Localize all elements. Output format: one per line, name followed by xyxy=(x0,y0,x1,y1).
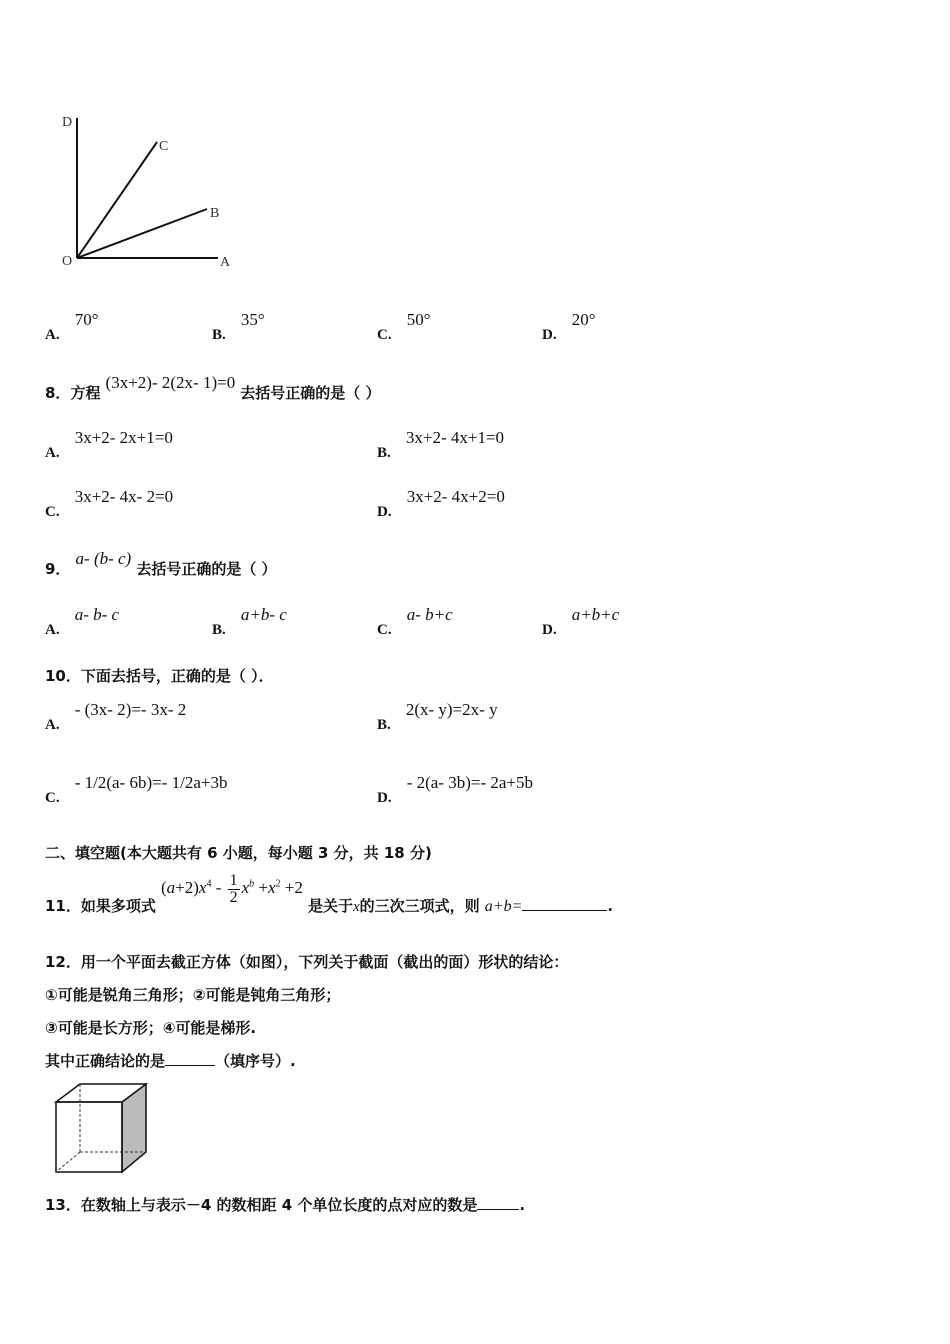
section-title: 二、填空题(本大题共有 6 小题，每小题 3 分，共 18 分) xyxy=(45,844,432,862)
answer-blank[interactable] xyxy=(477,1209,519,1210)
q7-option-b[interactable] xyxy=(212,310,265,343)
q7-option-c[interactable] xyxy=(377,310,431,343)
q8-option-b[interactable] xyxy=(377,428,505,461)
question-suffix: 的三次三项式，则 xyxy=(359,897,480,916)
option-value: - 2(a- 3b)=- 2a+5b xyxy=(406,773,534,792)
option-label: D. xyxy=(542,327,557,343)
question-number: 8． xyxy=(45,384,71,402)
option-label: B. xyxy=(377,445,391,461)
answer-blank[interactable] xyxy=(165,1065,215,1066)
question-13 xyxy=(45,1194,525,1215)
q7-option-a[interactable] xyxy=(45,310,99,343)
question-number: 9． xyxy=(45,560,71,578)
question-prefix: 13．在数轴上与表示－4 的数相距 4 个单位长度的点对应的数是 xyxy=(45,1196,478,1214)
option-value: 20° xyxy=(571,310,596,329)
question-middle: 是关于 xyxy=(307,897,353,916)
angle-figure xyxy=(55,108,245,273)
question-suffix: 去括号正确的是（ ） xyxy=(136,560,277,578)
option-value: - 1/2(a- 6b)=- 1/2a+3b xyxy=(74,773,228,792)
answer-expression: a+b= xyxy=(484,898,523,916)
variable: x xyxy=(353,899,360,916)
option-label: B. xyxy=(212,622,226,638)
question-prefix: 其中正确结论的是 xyxy=(45,1052,166,1070)
option-label: C. xyxy=(377,622,392,638)
q8-option-a[interactable] xyxy=(45,428,173,461)
option-value: 3x+2- 4x+1=0 xyxy=(405,428,505,447)
cube-front-face xyxy=(56,1102,122,1172)
option-label: B. xyxy=(377,717,391,733)
option-label: A. xyxy=(45,445,60,461)
q10-option-d[interactable] xyxy=(377,773,534,806)
question-expression: a- (b- c) xyxy=(75,549,132,568)
question-8 xyxy=(45,372,381,402)
option-label: C. xyxy=(377,327,392,343)
q8-option-c[interactable] xyxy=(45,487,174,520)
option-value: 3x+2- 4x+2=0 xyxy=(406,487,505,506)
q7-option-d[interactable] xyxy=(542,310,596,343)
question-prefix: 11．如果多项式 xyxy=(45,897,156,916)
option-value: a- b- c xyxy=(74,605,120,624)
cube-figure xyxy=(52,1082,152,1177)
question-10: 10．下面去括号，正确的是（ ）． xyxy=(45,667,274,685)
q10-option-a[interactable] xyxy=(45,700,187,733)
q8-option-d[interactable] xyxy=(377,487,505,520)
option-value: 50° xyxy=(406,310,431,329)
question-12-line3: ③可能是长方形；④可能是梯形. xyxy=(45,1019,257,1037)
cube-hidden-edge xyxy=(56,1152,80,1172)
ray-oc xyxy=(77,142,157,258)
option-value: - (3x- 2)=- 3x- 2 xyxy=(74,700,187,719)
option-label: A. xyxy=(45,327,60,343)
option-label: D. xyxy=(542,622,557,638)
q9-option-a[interactable] xyxy=(45,605,120,638)
q10-option-c[interactable] xyxy=(45,773,228,806)
q10-option-b[interactable] xyxy=(377,700,498,733)
q9-option-d[interactable] xyxy=(542,605,620,638)
option-label: D. xyxy=(377,790,392,806)
question-12-line1: 12．用一个平面去截正方体（如图），下列关于截面（截出的面）形状的结论： xyxy=(45,953,569,971)
question-9 xyxy=(45,548,277,578)
label-c: C xyxy=(159,139,169,154)
option-value: 3x+2- 4x- 2=0 xyxy=(74,487,174,506)
question-equation: (3x+2)- 2(2x- 1)=0 xyxy=(105,373,236,392)
option-label: C. xyxy=(45,790,60,806)
q9-option-b[interactable] xyxy=(212,605,287,638)
question-suffix: （填序号）. xyxy=(215,1052,296,1070)
answer-blank[interactable] xyxy=(522,910,607,911)
question-end: . xyxy=(607,897,614,916)
ray-ob xyxy=(77,209,207,258)
question-prefix: 方程 xyxy=(70,384,101,402)
option-label: A. xyxy=(45,717,60,733)
option-label: D. xyxy=(377,504,392,520)
option-value: 70° xyxy=(74,310,99,329)
option-value: 3x+2- 2x+1=0 xyxy=(74,428,173,447)
label-a: A xyxy=(220,255,231,270)
question-suffix: 去括号正确的是（ ） xyxy=(240,384,381,402)
option-value: a- b+c xyxy=(406,605,453,624)
question-11 xyxy=(45,872,614,916)
label-b: B xyxy=(210,206,220,221)
polynomial: $(a+2)x^4$ - $\frac{1}{2}$ $x^b +x^2 +2$ xyxy=(160,872,303,906)
option-label: A. xyxy=(45,622,60,638)
option-label: B. xyxy=(212,327,226,343)
question-12-line4 xyxy=(45,1050,296,1071)
label-d: D xyxy=(62,115,73,130)
label-o: O xyxy=(62,254,73,269)
question-suffix: . xyxy=(519,1196,526,1214)
option-value: a+b+c xyxy=(571,605,620,624)
option-value: 35° xyxy=(240,310,265,329)
option-value: a+b- c xyxy=(240,605,287,624)
question-12-line2: ①可能是锐角三角形；②可能是钝角三角形； xyxy=(45,986,341,1004)
option-label: C. xyxy=(45,504,60,520)
option-value: 2(x- y)=2x- y xyxy=(405,700,498,719)
q9-option-c[interactable] xyxy=(377,605,453,638)
